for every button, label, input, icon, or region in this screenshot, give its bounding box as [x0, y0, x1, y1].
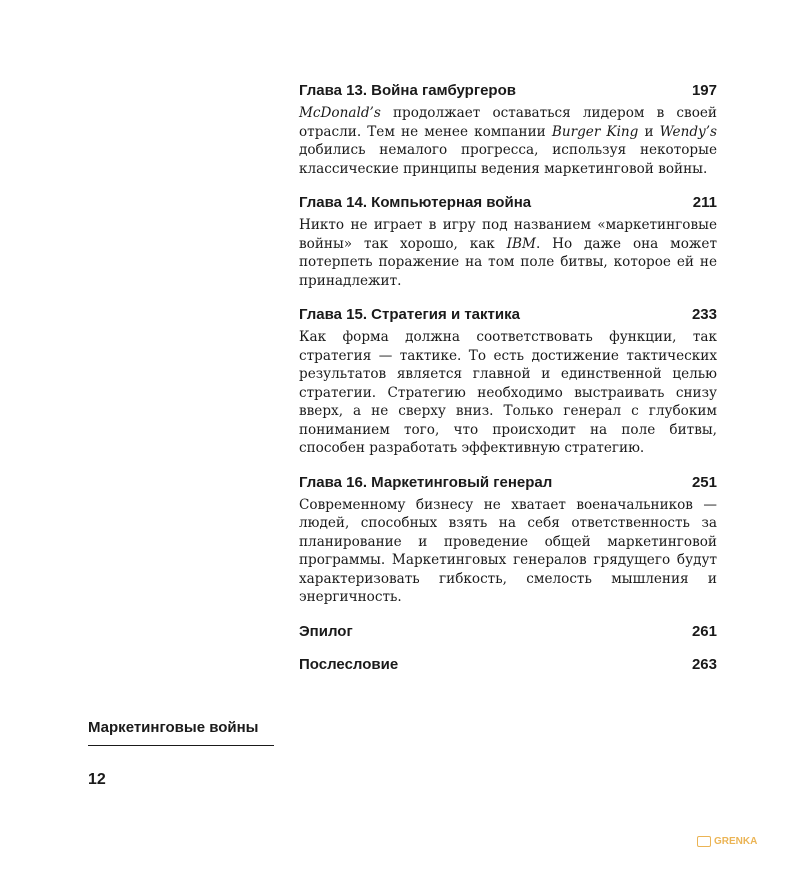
- toc-entry-epilogue: [299, 621, 717, 643]
- chapter-title: Глава 16. Маркетинговый генерал: [299, 473, 553, 491]
- toc-entry-chapter-14: [299, 192, 717, 290]
- chapter-heading: [299, 654, 717, 676]
- chapter-description: Как форма должна соответствовать функции, так стратегия — тактике. То есть достижение тактических результатов является главной и единственной целью стратегии. Стратегию необходимо выстраивать снизу вверх, а не сверху вниз. Только генерал с глубоким пониманием того, что происходит на поле битвы, способен разработать эффективную стратегию.: [299, 329, 717, 456]
- chapter-heading: [299, 192, 717, 214]
- chapter-page-number: 261: [691, 622, 717, 640]
- toc-entry-chapter-15: [299, 304, 717, 458]
- toc-entry-afterword: [299, 654, 717, 676]
- chapter-heading: [299, 472, 717, 494]
- chapter-description: Никто не играет в игру под названием «маркетинговые войны» так хорошо, как IBM. Но даже она может потерпеть поражение на том поле битвы, которое ей не принадлежит.: [299, 217, 717, 289]
- chapter-heading: [299, 621, 717, 643]
- chapter-description: McDonald’s продолжает оставаться лидером в своей отрасли. Тем не менее компании Burger King и Wendy’s добились немалого прогресса, используя некоторые классические принципы ведения маркетинговой войны.: [299, 105, 718, 177]
- watermark-logo-icon: [697, 836, 711, 847]
- chapter-page-number: 251: [691, 473, 717, 491]
- toc-entry-chapter-13: [299, 80, 717, 178]
- chapter-page-number: 197: [691, 82, 717, 99]
- chapter-title: Послесловие: [299, 655, 399, 673]
- chapter-heading: [299, 80, 717, 102]
- table-of-contents: [299, 80, 717, 687]
- chapter-title: Эпилог: [299, 622, 353, 640]
- page-number: 12: [88, 771, 106, 788]
- chapter-title: Глава 15. Стратегия и тактика: [299, 306, 520, 323]
- chapter-title: Глава 14. Компьютерная война: [299, 194, 532, 211]
- chapter-title: Глава 13. Война гамбургеров: [299, 82, 516, 99]
- chapter-heading: [299, 304, 717, 326]
- watermark: [697, 836, 757, 847]
- running-footer-book-title: Маркетинговые войны: [88, 719, 274, 746]
- watermark-text: GRENKA: [714, 836, 758, 847]
- chapter-description: Современному бизнесу не хватает военачальников — людей, способных взять на себя ответственность за планирование и проведение общей маркетинговой программы. Маркетинговых генералов грядущего будут характеризовать гибкость, смелость мышления и энергичность.: [299, 496, 717, 605]
- chapter-page-number: 211: [692, 194, 717, 211]
- toc-entry-chapter-16: [299, 472, 717, 607]
- chapter-page-number: 233: [691, 306, 717, 323]
- chapter-page-number: 263: [691, 655, 717, 673]
